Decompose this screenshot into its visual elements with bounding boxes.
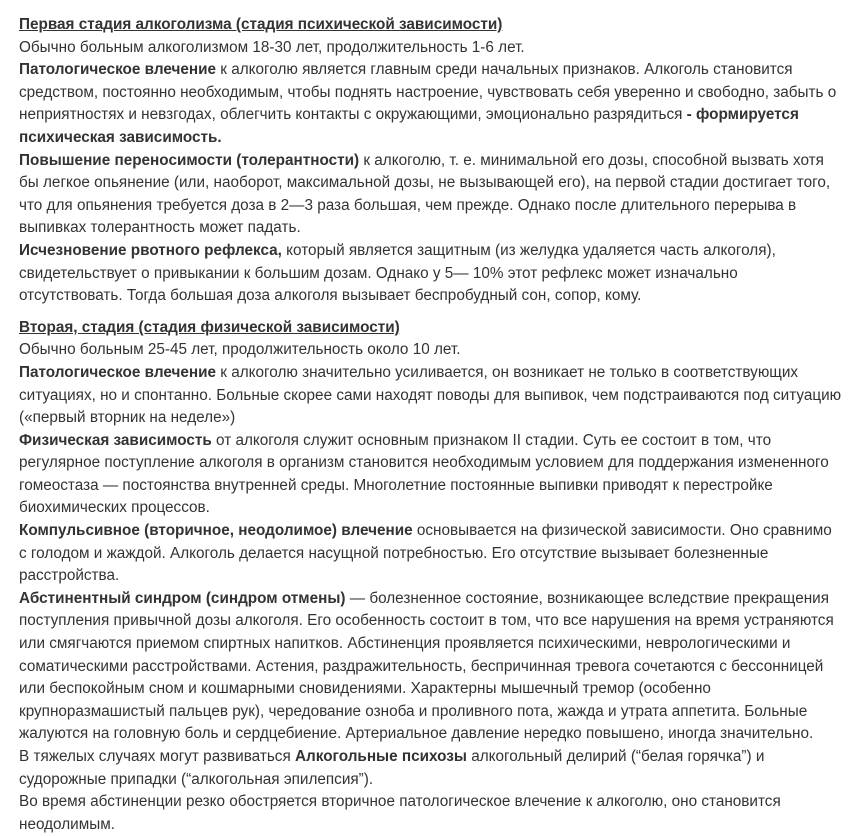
term-tolerance: Повышение переносимости (толерантности) xyxy=(19,151,360,169)
term-alcoholic-psychoses: Алкогольные психозы xyxy=(295,748,467,765)
term-withdrawal-syndrome: Абстинентный синдром (синдром отмены) xyxy=(19,589,346,607)
term-pathological-craving: Патологическое влечение xyxy=(19,61,217,79)
term-pathological-craving: Патологическое влечение xyxy=(19,363,217,381)
stage2-paragraph-withdrawal: Абстинентный синдром (синдром отмены) — болезненное состояние, возникающее вследствие прекращения поступления привычной дозы алкоголя. Его особенность состоит в том, что все нарушения на время устраняются или смягчаются приемом спиртных напитков. Абстиненция проявляется психическими, неврологическими и соматическими расстройствами. Астения, раздражительность, беспричинная тревога сочетаются с бессонницей или беспокойным сном и кошмарными сновидениями. Характерны мышечный тремор (особенно крупноразмашистый пальцев рук), чередование озноба и проливного пота, жажда и утрата аппетита. Больные жалуются на головную боль и сердцебиение. Артериальное давление нередко повышено, иногда значительно. В тяжелых случаях могут развиваться Алкогольные психозы алкогольный делирий (“белая горячка”) и судорожные припадки (“алкогольная эпилепсия”). xyxy=(19,589,834,788)
stage1-heading: Первая стадия алкоголизма (стадия психической зависимости) xyxy=(19,16,503,33)
section-gap xyxy=(19,308,859,317)
stage2-heading: Вторая, стадия (стадия физической зависимости) xyxy=(19,318,400,336)
stage2-paragraph-physical: Физическая зависимость от алкоголя служит основным признаком II стадии. Суть ее состоит в том, что регулярное поступление алкоголя в организм становится необходимым условием для поддержания измененного гомеостаза — постоянства внутренней среды. Многолетние постоянные выпивки приводят к перестройке биохимических процессов. xyxy=(19,431,829,517)
stage2-paragraph-abstinence: Во время абстиненции резко обостряется вторичное патологическое влечение к алкоголю, оно становится неодолимым. xyxy=(19,793,781,833)
stage2-paragraph-craving: Патологическое влечение к алкоголю значительно усиливается, он возникает не только в соответствующих ситуациях, но и спонтанно. Больные скорее сами находят поводы для выпивок, чем подстраиваются под ситуацию («первый вторник на неделе») xyxy=(19,363,842,427)
stage1-paragraph-tolerance: Повышение переносимости (толерантности) к алкоголю, т. е. минимальной его дозы, способной вызвать хотя бы легкое опьянение (или, наоборот, максимальной дозы, не вызывающей его), на первой стадии достигает того, что для опьянения требуется доза в 2—3 раза большая, чем прежде. Однако после длительного перерыва в выпивках толерантность может падать. xyxy=(19,151,831,237)
stage2-paragraph-compulsive: Компульсивное (вторичное, неодолимое) влечение основывается на физической зависимости. Оно сравнимо с голодом и жаждой. Алкоголь делается насущной потребностью. Его отсутствие вызывает болезненные расстройства. xyxy=(19,522,832,585)
term-gag-reflex: Исчезновение рвотного рефлекса, xyxy=(19,241,282,259)
stage2-intro: Обычно больным 25-45 лет, продолжительность около 10 лет. xyxy=(19,341,461,359)
stage1-paragraph-craving: Патологическое влечение к алкоголю является главным среди начальных признаков. Алкоголь становится средством, постоянно необходимым, чтобы поднять настроение, чувствовать себя уверенно и свободно, забыть о неприятностях и невзгодах, облегчить контакты с окружающими, эмоционально разрядиться - формируется психическая зависимость. xyxy=(19,61,837,146)
term-physical-dependence: Физическая зависимость xyxy=(19,431,212,449)
article-body xyxy=(19,14,859,836)
term-psychic-dependence: психическая зависимость. xyxy=(19,128,222,146)
term-compulsive-craving: Компульсивное (вторичное, неодолимое) влечение xyxy=(19,522,413,540)
stage1-intro: Обычно больным алкоголизмом 18-30 лет, продолжительность 1-6 лет. xyxy=(19,38,525,56)
stage1-paragraph-reflex: Исчезновение рвотного рефлекса, который является защитным (из желудка удаляется часть алкоголя), свидетельствует о привыкании к большим дозам. Однако у 5— 10% этот рефлекс может изначально отсутствовать. Тогда большая доза алкоголя вызывает беспробудный сон, сопор, кому. xyxy=(19,241,776,305)
